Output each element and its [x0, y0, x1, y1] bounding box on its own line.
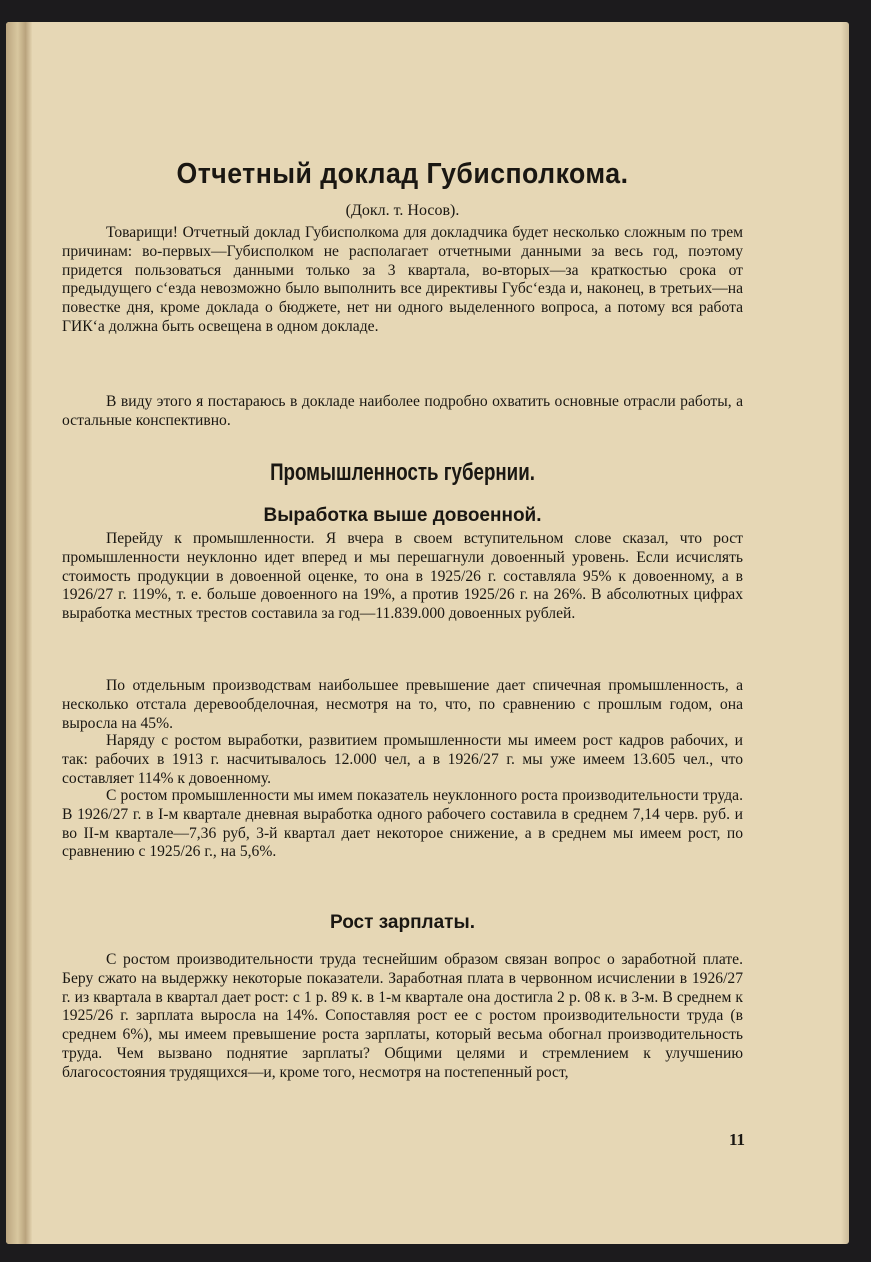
page-content — [62, 22, 743, 1244]
subsection-title-output: Выработка выше довоенной. — [263, 505, 542, 526]
scanned-page — [6, 22, 849, 1244]
paragraph-intro-2: В виду этого я постараюсь в докладе наиболее подробно охватить основные отрасли работы, а остальные конспективно. — [62, 393, 743, 429]
paragraph-s1-1: Перейду к промышленности. Я вчера в своем вступительном слове сказал, что рост промышленности неуклонно идет вперед и мы перешагнули довоенный уровень. Если исчислять стоимость продукции в довоенной оценке, то она в 1925/26 г. составляла 95% к довоенному, а в 1926/27 г. 119%, т. е. больше довоенного на 19%, а против 1925/26 г. на 26%. В абсолютных цифрах выработка местных трестов составила за год—11.839.000 довоенных рублей. — [62, 530, 743, 623]
paragraph-s2-1: С ростом производительности труда теснейшим образом связан вопрос о заработной плате. Беру сжато на выдержку некоторые показатели. Заработная плата в червонном исчислении в 1926/27 г. из квартала в квартал дает рост: с 1 р. 89 к. в 1-м квартале она достигла 2 р. 08 к. в 3-м. В среднем к 1925/26 г. зарплата выросла на 14%. Сопоставляя рост ее с ростом производительности труда (в среднем 6%), мы имеем превышение роста зарплаты, который весьма обогнал производительность труда. Чем вызвано поднятие зарплаты? Общими целями и стремлением к улучшению благосостояния трудящихся—и, кроме того, несмотря на постепенный рост, — [62, 951, 743, 1081]
speaker-line: (Докл. т. Носов). — [345, 202, 460, 219]
page-edge — [841, 22, 849, 1244]
section-title: Промышленность губернии. — [270, 459, 535, 486]
subsection-title-wages: Рост зарплаты. — [330, 912, 475, 933]
paragraph-s1-2: По отдельным производствам наибольшее превышение дает спичечная промышленность, а несколько отстала деревообделочная, несмотря на то, что, по сравнению с прошлым годом, она выросла на 45%. — [62, 677, 743, 732]
page-title: Отчетный доклад Губисполкома. — [176, 158, 629, 190]
book-spine — [6, 22, 32, 1244]
paragraph-intro-1: Товарищи! Отчетный доклад Губисполкома для докладчика будет несколько сложным по трем причинам: во-первых—Губисполком не располагает отчетными данными за весь год, поэтому придется пользоваться данными только за 3 квартала, во-вторых—за краткостью срока от предыдущего с‘езда невозможно было выполнить все директивы Губс‘езда и, наконец, в третьих—на повестке дня, кроме доклада о бюджете, нет ни одного выделенного вопроса, а потому вся работа ГИК‘а должна быть освещена в одном докладе. — [62, 224, 743, 335]
paragraph-s1-4: С ростом промышленности мы имем показатель неуклонного роста производительности труда. В 1926/27 г. в I-м квартале дневная выработка одного рабочего составила в среднем 7,14 черв. руб. и во II-м квартале—7,36 руб, 3-й квартал дает некоторое снижение, а в среднем мы имеем рост, по сравнению с 1925/26 г., на 5,6%. — [62, 787, 743, 861]
page-number: 11 — [728, 1130, 745, 1149]
paragraph-s1-3: Наряду с ростом выработки, развитием промышленности мы имеем рост кадров рабочих, и так: рабочих в 1913 г. насчитывалось 12.000 чел, а в 1926/27 г. мы уже имеем 13.605 чел., что составляет 114% к довоенному. — [62, 732, 743, 787]
